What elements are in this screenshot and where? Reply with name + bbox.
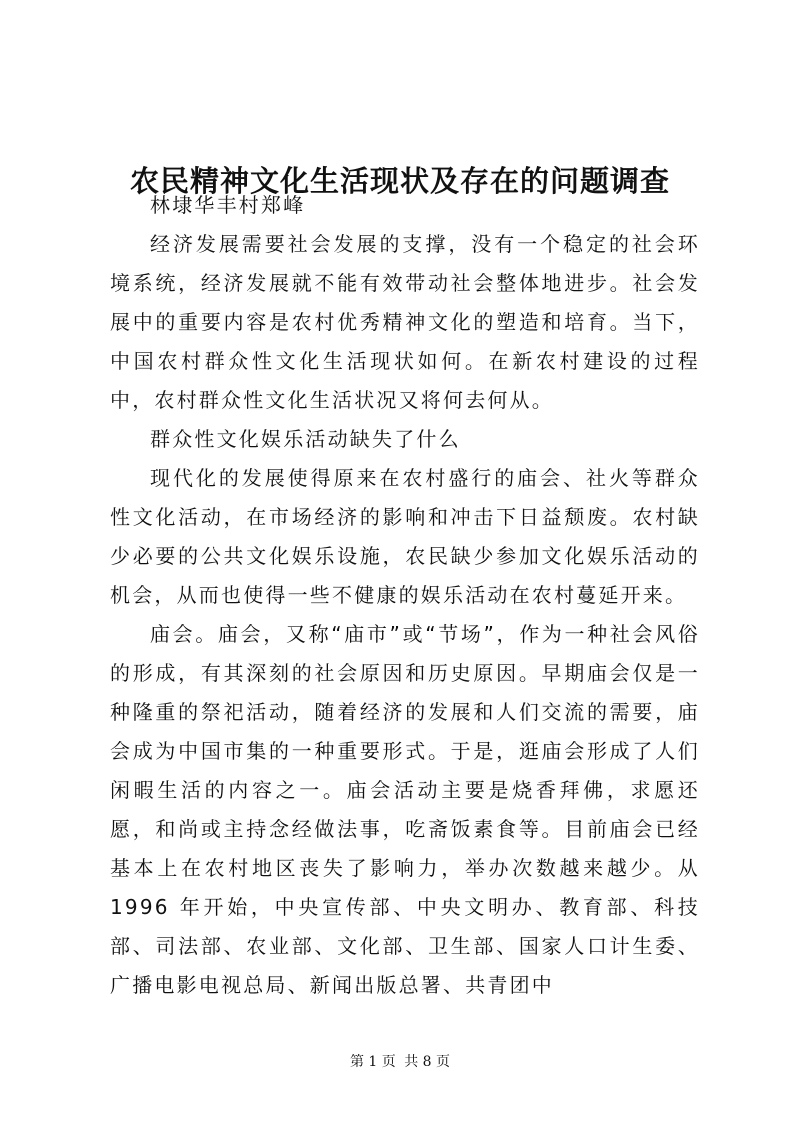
body-paragraph: 庙会。庙会，又称“庙市”或“节场”，作为一种社会风俗的形成，有其深刻的社会原因和历史原因。早期庙会仅是一种隆重的祭祀活动，随着经济的发展和人们交流的需要，庙会成为中国市集的一种重要形式。于是，逛庙会形成了人们闲暇生活的内容之一。庙会活动主要是烧香拜佛，求愿还愿，和尚或主持念经做法事，吃斋饭素食等。目前庙会已经基本上在农村地区丧失了影响力，举办次数越来越少。从 1996 年开始，中央宣传部、中央文明办、教育部、科技部、司法部、农业部、文化部、卫生部、国家人口计生委、广播电影电视总局、新闻出版总署、共青团中 — [110, 622, 700, 997]
document-body — [110, 186, 700, 1005]
page-number: 第 1 页 — [349, 1054, 396, 1070]
page-footer — [0, 1052, 800, 1072]
body-paragraph: 经济发展需要社会发展的支撑，没有一个稳定的社会环境系统，经济发展就不能有效带动社会整体地进步。社会发展中的重要内容是农村优秀精神文化的塑造和培育。当下，中国农村群众性文化生活现状如何。在新农村建设的过程中，农村群众性文化生活状况又将何去何从。 — [110, 232, 700, 412]
section-heading: 群众性文化娱乐活动缺失了什么 — [150, 427, 461, 451]
document-title: 农民精神文化生活现状及存在的问题调查 — [129, 164, 670, 199]
body-paragraph: 现代化的发展使得原来在农村盛行的庙会、社火等群众性文化活动，在市场经济的影响和冲击下日益颓废。农村缺少必要的公共文化娱乐设施，农民缺少参加文化娱乐活动的机会，从而也使得一些不健康的娱乐活动在农村蔓延开来。 — [110, 466, 700, 607]
author-line: 林埭华丰村郑峰 — [150, 193, 306, 217]
page-total: 共 8 页 — [404, 1054, 451, 1070]
